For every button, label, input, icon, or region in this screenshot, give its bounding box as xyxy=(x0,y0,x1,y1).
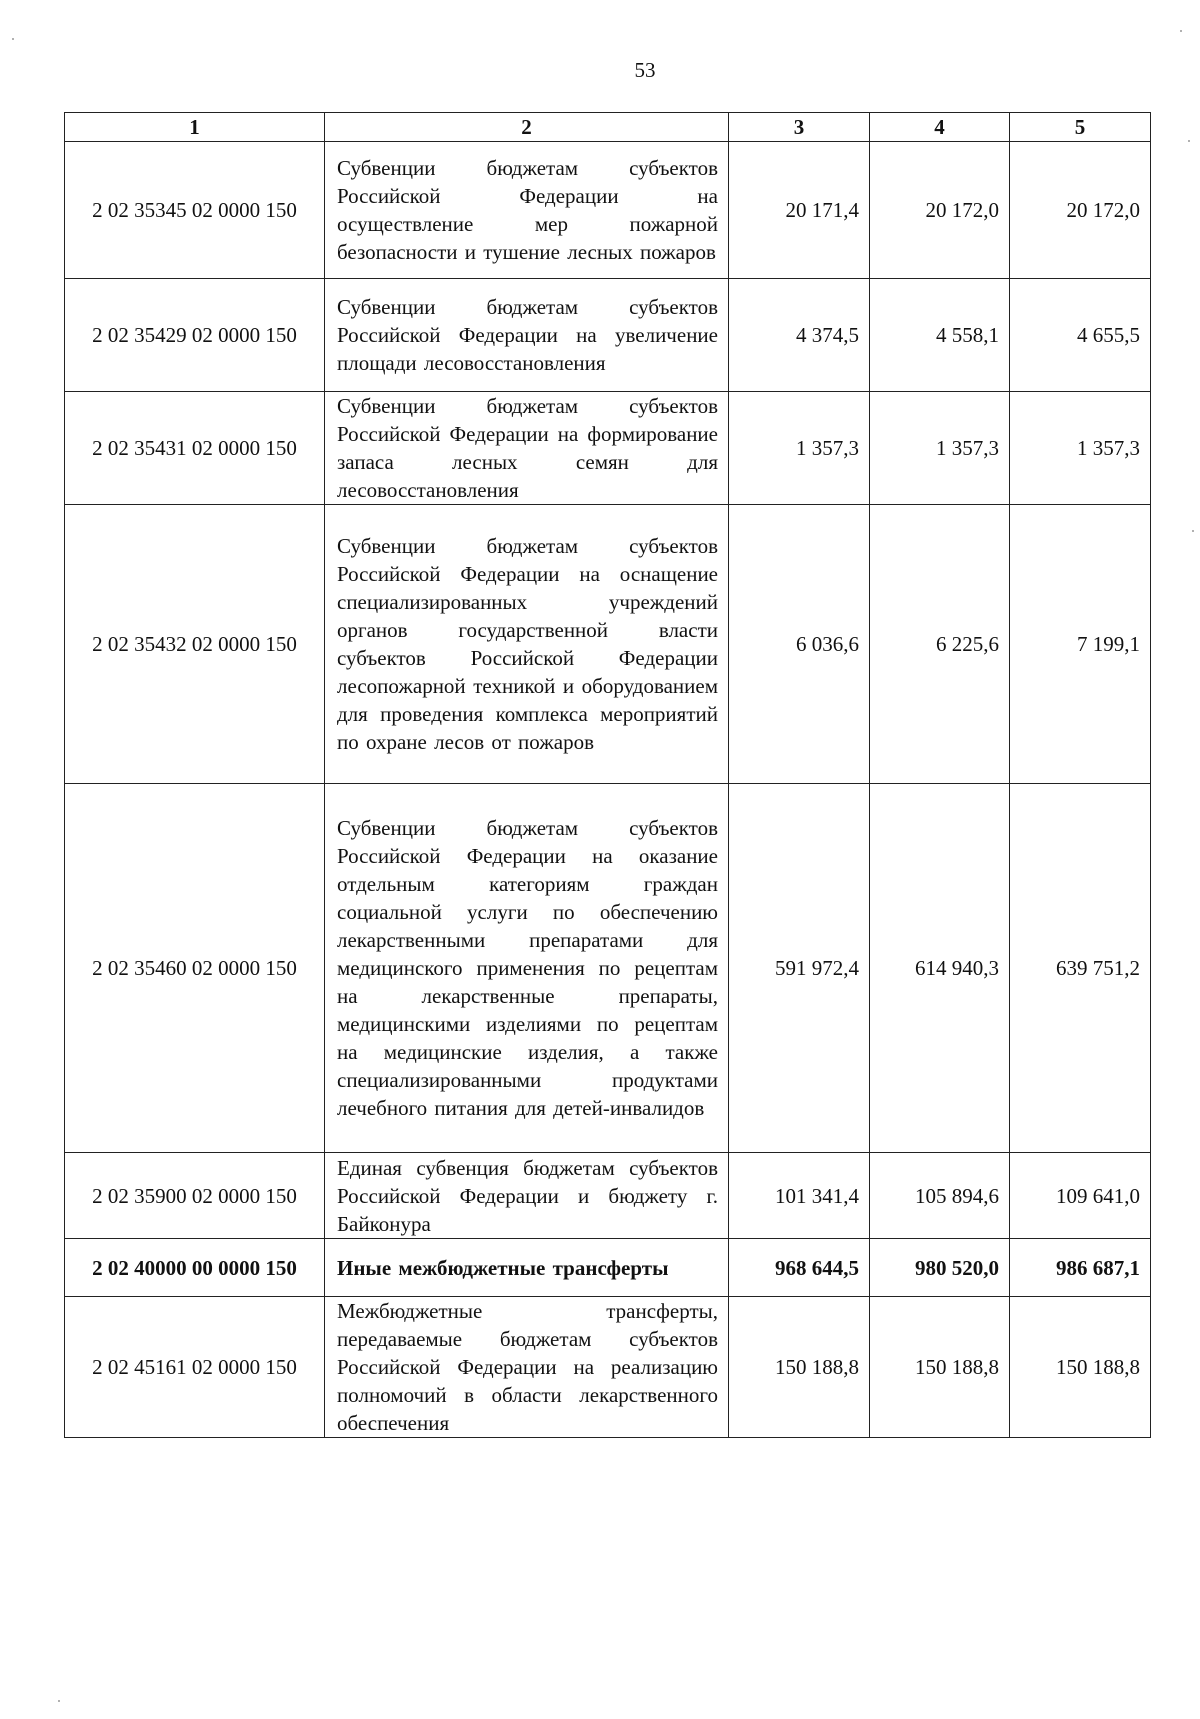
value-col5: 4 655,5 xyxy=(1010,279,1151,392)
table-header-row xyxy=(65,113,1151,142)
item-description: Субвенции бюджетам субъектов Российской Федерации на формирование запаса лесных семян для лесовосстановления xyxy=(325,392,729,505)
item-description: Субвенции бюджетам субъектов Российской Федерации на осуществление мер пожарной безопасности и тушение лесных пожаров xyxy=(325,142,729,279)
value-col3: 4 374,5 xyxy=(729,279,870,392)
value-col3: 968 644,5 xyxy=(729,1239,870,1297)
column-header: 3 xyxy=(729,113,870,142)
value-col3: 150 188,8 xyxy=(729,1297,870,1438)
value-col3: 101 341,4 xyxy=(729,1153,870,1239)
budget-code: 2 02 35429 02 0000 150 xyxy=(65,279,325,392)
item-description: Субвенции бюджетам субъектов Российской Федерации на увеличение площади лесовосстановления xyxy=(325,279,729,392)
item-description: Субвенции бюджетам субъектов Российской Федерации на оказание отдельным категориям граждан социальной услуги по обеспечению лекарственными препаратами для медицинского применения по рецептам на лекарственные препараты, медицинскими изделиями по рецептам на медицинские изделия, а также специализированными продуктами лечебного питания для детей-инвалидов xyxy=(325,784,729,1153)
item-description: Единая субвенция бюджетам субъектов Российской Федерации и бюджету г. Байконура xyxy=(325,1153,729,1239)
table-row-total xyxy=(65,1239,1151,1297)
value-col5: 986 687,1 xyxy=(1010,1239,1151,1297)
scan-speck xyxy=(58,1700,60,1702)
column-header: 4 xyxy=(870,113,1010,142)
table-row xyxy=(65,279,1151,392)
scan-speck xyxy=(1180,30,1182,32)
item-description: Иные межбюджетные трансферты xyxy=(325,1239,729,1297)
budget-code: 2 02 35460 02 0000 150 xyxy=(65,784,325,1153)
budget-code: 2 02 35431 02 0000 150 xyxy=(65,392,325,505)
value-col5: 639 751,2 xyxy=(1010,784,1151,1153)
budget-code: 2 02 35900 02 0000 150 xyxy=(65,1153,325,1239)
table-row xyxy=(65,505,1151,784)
value-col4: 1 357,3 xyxy=(870,392,1010,505)
table-row xyxy=(65,392,1151,505)
column-header: 5 xyxy=(1010,113,1151,142)
budget-code: 2 02 45161 02 0000 150 xyxy=(65,1297,325,1438)
item-description: Межбюджетные трансферты, передаваемые бюджетам субъектов Российской Федерации на реализацию полномочий в области лекарственного обеспечения xyxy=(325,1297,729,1438)
value-col3: 20 171,4 xyxy=(729,142,870,279)
value-col4: 105 894,6 xyxy=(870,1153,1010,1239)
budget-code: 2 02 35432 02 0000 150 xyxy=(65,505,325,784)
table-row xyxy=(65,784,1151,1153)
value-col4: 6 225,6 xyxy=(870,505,1010,784)
value-col4: 4 558,1 xyxy=(870,279,1010,392)
scan-speck xyxy=(1192,530,1194,532)
budget-code: 2 02 40000 00 0000 150 xyxy=(65,1239,325,1297)
budget-code: 2 02 35345 02 0000 150 xyxy=(65,142,325,279)
column-header: 1 xyxy=(65,113,325,142)
value-col5: 7 199,1 xyxy=(1010,505,1151,784)
value-col4: 20 172,0 xyxy=(870,142,1010,279)
item-description: Субвенции бюджетам субъектов Российской Федерации на оснащение специализированных учреждений органов государственной власти субъектов Российской Федерации лесопожарной техникой и оборудованием для проведения комплекса мероприятий по охране лесов от пожаров xyxy=(325,505,729,784)
scan-speck xyxy=(12,38,14,40)
value-col3: 6 036,6 xyxy=(729,505,870,784)
table-row xyxy=(65,1297,1151,1438)
budget-table xyxy=(64,112,1151,1438)
value-col5: 20 172,0 xyxy=(1010,142,1151,279)
table-row xyxy=(65,1153,1151,1239)
value-col5: 1 357,3 xyxy=(1010,392,1151,505)
value-col3: 591 972,4 xyxy=(729,784,870,1153)
value-col5: 150 188,8 xyxy=(1010,1297,1151,1438)
page-number: 53 xyxy=(634,58,656,82)
table-row xyxy=(65,142,1151,279)
value-col3: 1 357,3 xyxy=(729,392,870,505)
value-col5: 109 641,0 xyxy=(1010,1153,1151,1239)
value-col4: 150 188,8 xyxy=(870,1297,1010,1438)
value-col4: 614 940,3 xyxy=(870,784,1010,1153)
scan-speck xyxy=(1188,140,1190,142)
column-header: 2 xyxy=(325,113,729,142)
value-col4: 980 520,0 xyxy=(870,1239,1010,1297)
